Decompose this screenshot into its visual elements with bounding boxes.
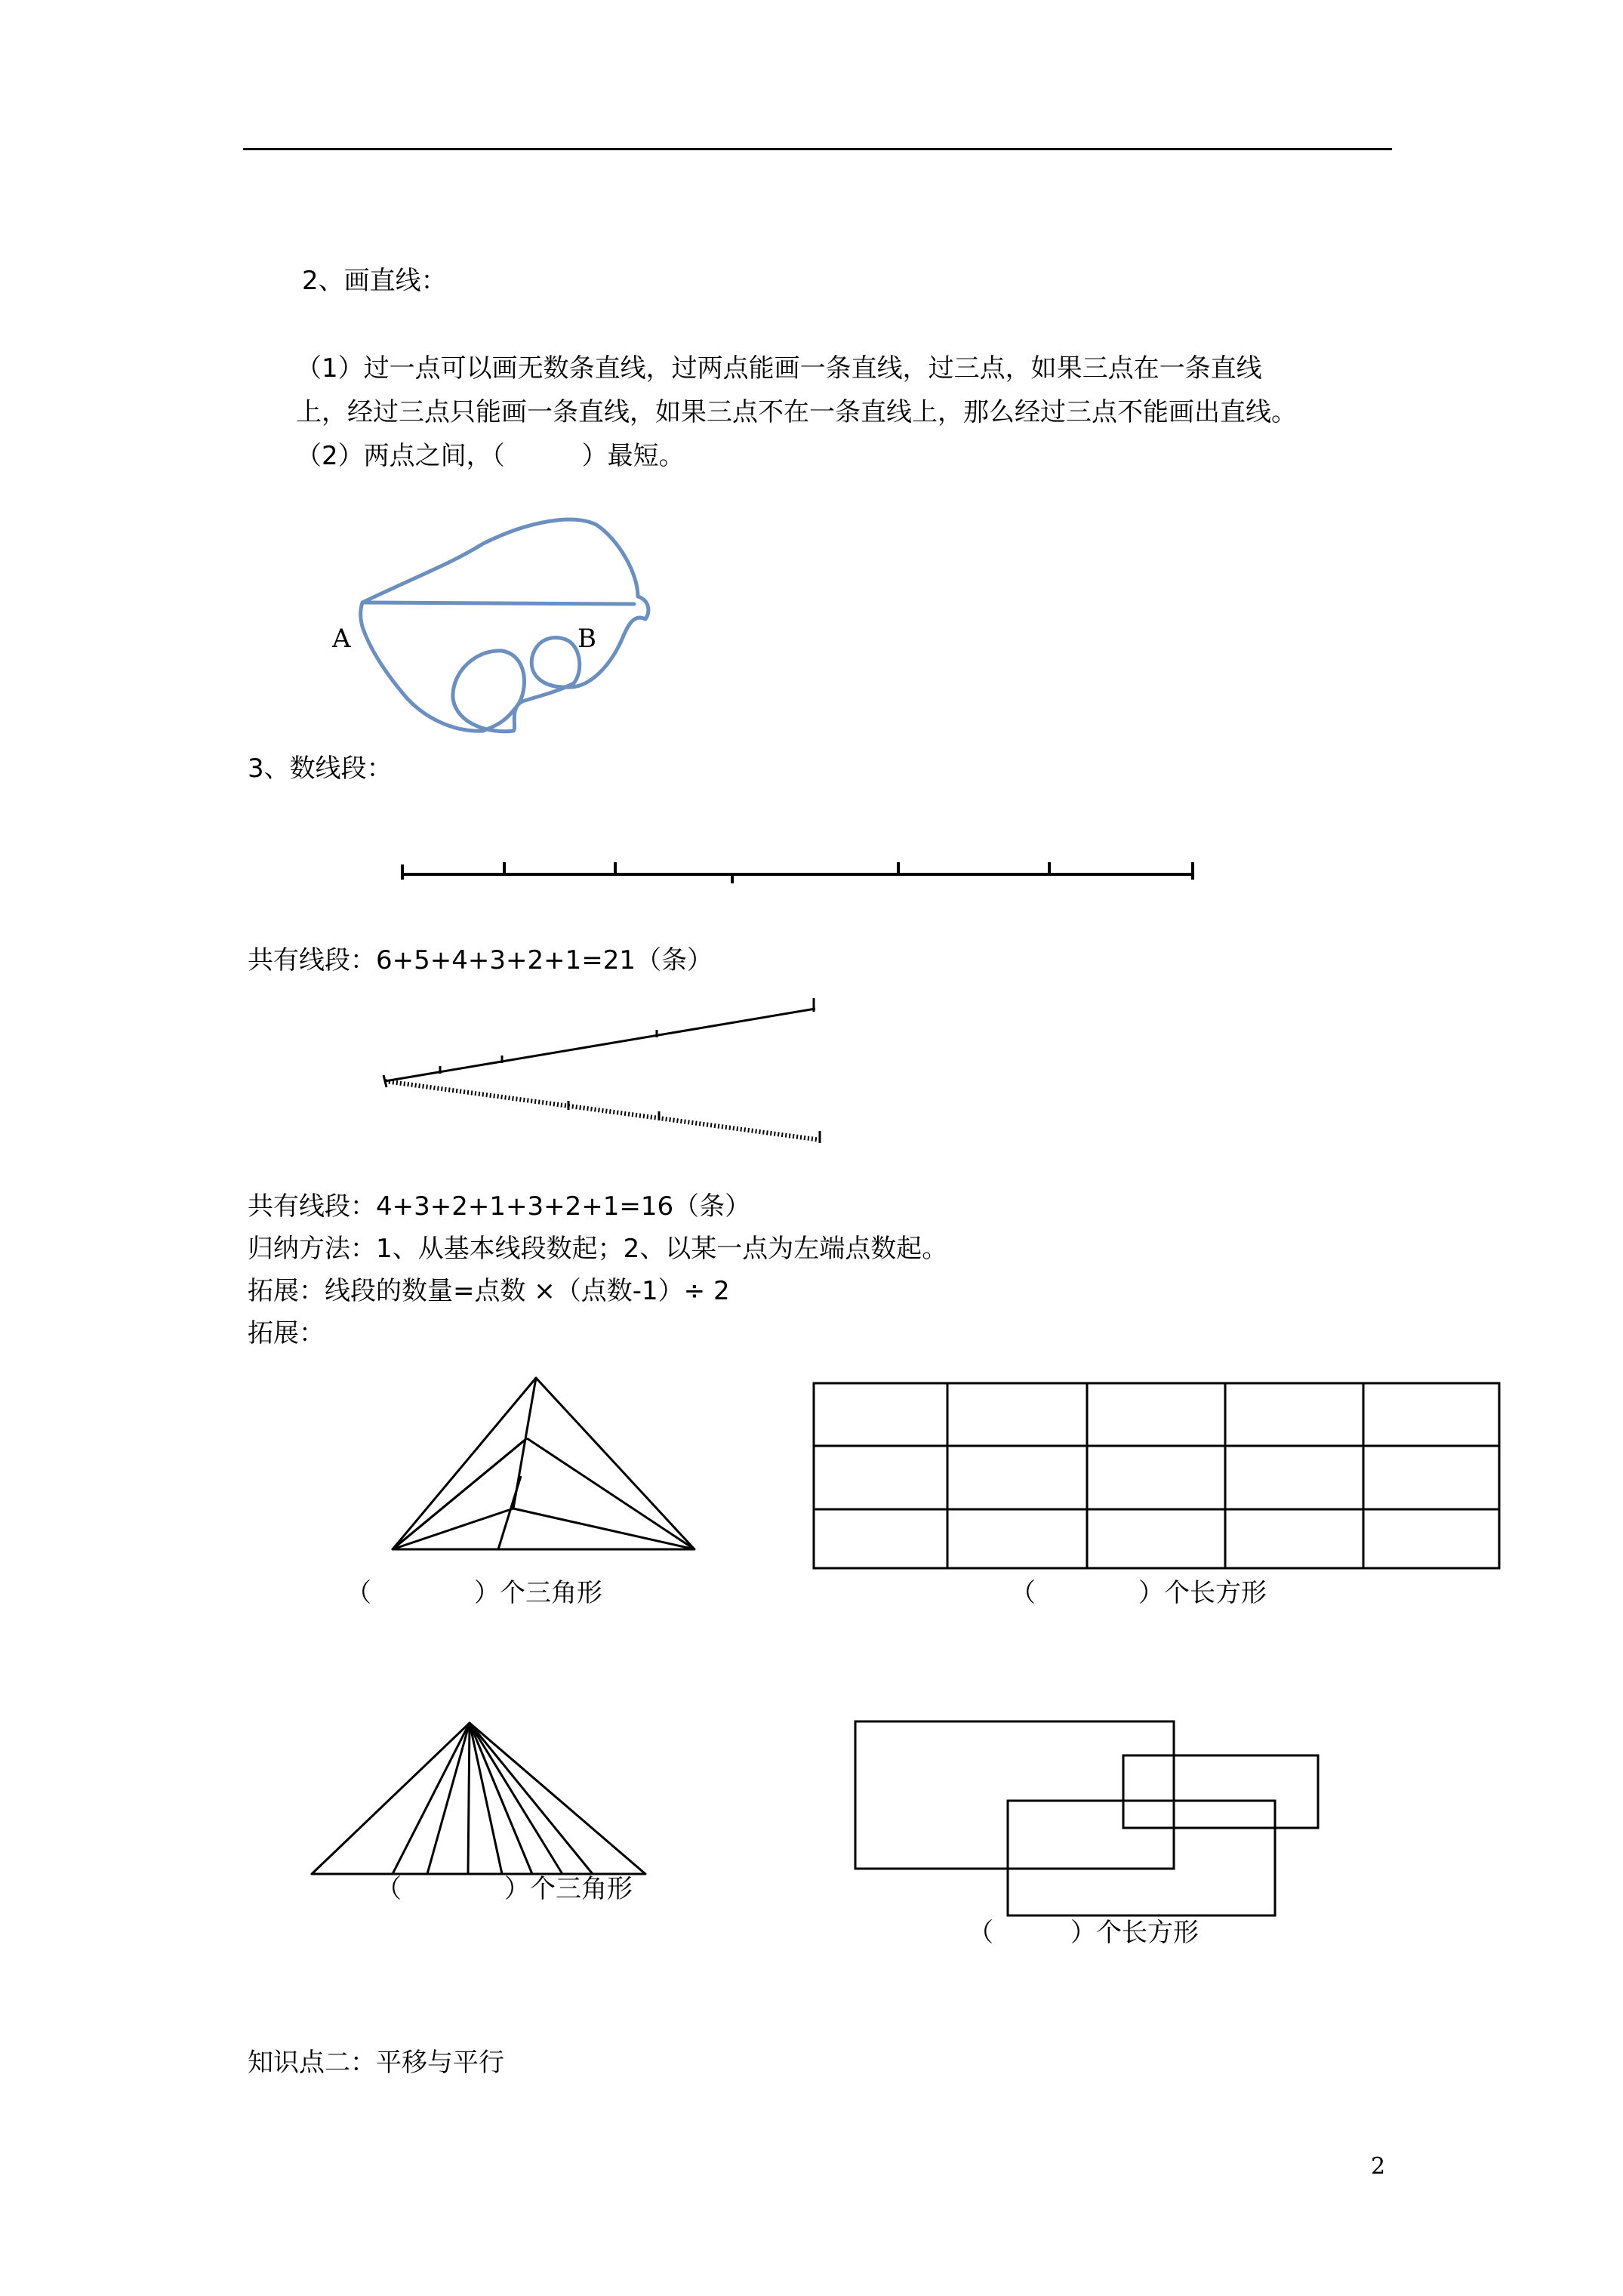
segment-total-2: 共有线段：4+3+2+1+3+2+1=16（条）	[248, 1191, 751, 1222]
triangle-1-caption: （ ）个三角形	[346, 1578, 602, 1608]
segment-total-1: 共有线段：6+5+4+3+2+1=21（条）	[248, 945, 713, 975]
extend-label: 拓展：	[248, 1318, 325, 1348]
rects-caption: （ ）个长方形	[968, 1918, 1199, 1948]
section-3-heading: 3、数线段：	[248, 754, 393, 784]
next-section-heading: 知识点二：平移与平行	[248, 2048, 504, 2078]
page-number: 2	[1371, 2153, 1386, 2180]
grid-caption: （ ）个长方形	[1010, 1578, 1267, 1608]
point-a-label: A	[332, 624, 351, 654]
method-summary: 归纳方法：1、从基本线段数起；2、以某一点为左端点数起。	[248, 1234, 948, 1264]
paragraph-1-line-2: 上，经过三点只能画一条直线，如果三点不在一条直线上，那么经过三点不能画出直线。	[296, 397, 1297, 427]
section-2-heading: 2、画直线：	[302, 266, 447, 296]
formula-text: 拓展：线段的数量=点数 ×（点数-1）÷ 2	[248, 1276, 730, 1306]
paragraph-2: （2）两点之间，（ ）最短。	[296, 441, 685, 471]
point-b-label: B	[577, 624, 596, 654]
paragraph-1-line-1: （1）过一点可以画无数条直线，过两点能画一条直线，过三点，如果三点在一条直线	[296, 353, 1262, 384]
triangle-2-caption: （ ）个三角形	[376, 1874, 633, 1904]
